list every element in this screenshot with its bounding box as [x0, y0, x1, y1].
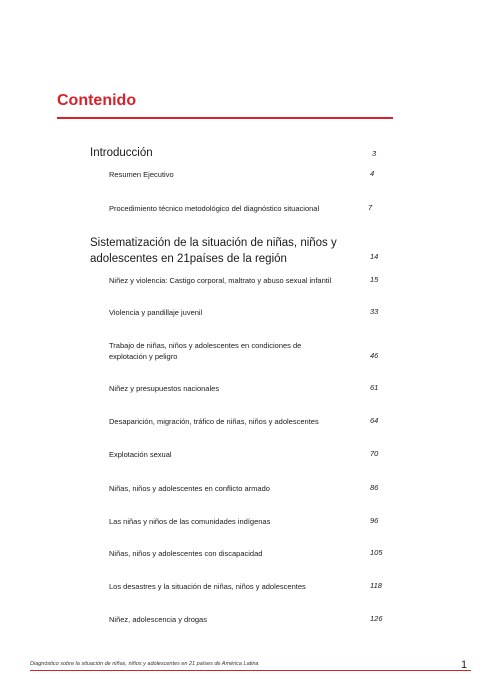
toc-entry-page: 105: [370, 548, 383, 557]
toc-entry-line: Los desastres y la situación de niñas, niños y adolescentes: [109, 582, 306, 591]
toc-entry-page: 70: [370, 449, 379, 458]
toc-entry-title: [109, 169, 174, 180]
toc-entry-title: [109, 383, 219, 394]
toc-entry-page: 4: [370, 169, 375, 178]
toc-entry-page: 96: [370, 516, 379, 525]
toc-entry-page: 126: [370, 614, 383, 623]
toc-entry-page: 118: [370, 581, 382, 590]
footer-text: Diagnóstico sobre la situación de niñas, niños y adolescentes en 21 países de América Latina: [30, 661, 259, 667]
toc-entry-line: Resumen Ejecutivo: [109, 170, 174, 179]
toc-entry-page: 64: [370, 416, 379, 425]
toc-entry-page: 46: [370, 351, 379, 360]
footer-rule: [30, 670, 471, 671]
toc-entry-title: [109, 449, 172, 460]
toc-entry-page: 14: [370, 252, 379, 261]
toc-entry-page: 15: [370, 275, 379, 284]
toc-entry-line: Trabajo de niñas, niños y adolescentes en condiciones de: [109, 341, 302, 350]
toc-entry-title: [109, 275, 331, 286]
toc-entry-line: Las niñas y niños de las comunidades indígenas: [109, 517, 271, 526]
toc-entry-page: 7: [368, 203, 373, 212]
toc-entry-line: Sistematización de la situación de niñas, niños y: [90, 237, 337, 249]
toc-entry-title: [90, 145, 153, 161]
toc-entry-title: [109, 581, 306, 592]
toc-entry-line: explotación y peligro: [109, 352, 178, 361]
toc-entry-page: 33: [370, 307, 379, 316]
toc-entry-page: 86: [370, 483, 379, 492]
toc-entry-line: Violencia y pandillaje juvenil: [109, 308, 203, 317]
toc-entry-line: Niñez y violencia: Castigo corporal, maltrato y abuso sexual infantil: [109, 276, 332, 285]
toc-entry-title: [109, 340, 301, 362]
toc-entry-title: [90, 235, 337, 267]
toc-entry-title: [109, 483, 270, 494]
toc-entry-title: [109, 614, 207, 625]
toc-entry-line: Procedimiento técnico metodológico del diagnóstico situacional: [109, 204, 320, 213]
page-title: Contenido: [57, 92, 137, 109]
footer-page-number: 1: [461, 659, 468, 671]
toc-entry-line: Explotación sexual: [109, 450, 172, 459]
toc-entry-line: Introducción: [90, 147, 153, 159]
toc-entry-title: [109, 307, 202, 318]
toc-entry-line: Niñez, adolescencia y drogas: [109, 615, 207, 624]
toc-entry-page: 61: [370, 383, 379, 392]
toc-entry-line: Desaparición, migración, tráfico de niñas, niños y adolescentes: [109, 417, 319, 426]
toc-entry-title: [109, 516, 270, 527]
toc-entry-title: [109, 416, 319, 427]
toc-entry-line: Niñas, niños y adolescentes en conflicto armado: [109, 484, 270, 493]
toc-entry-title: [109, 548, 262, 559]
toc-entry-line: Niñas, niños y adolescentes con discapacidad: [109, 549, 263, 558]
toc-entry-line: adolescentes en 21países de la región: [90, 253, 287, 265]
toc-entry-line: Niñez y presupuestos nacionales: [109, 384, 220, 393]
toc-entry-page: 3: [372, 149, 377, 158]
toc-entry-title: [109, 203, 319, 214]
